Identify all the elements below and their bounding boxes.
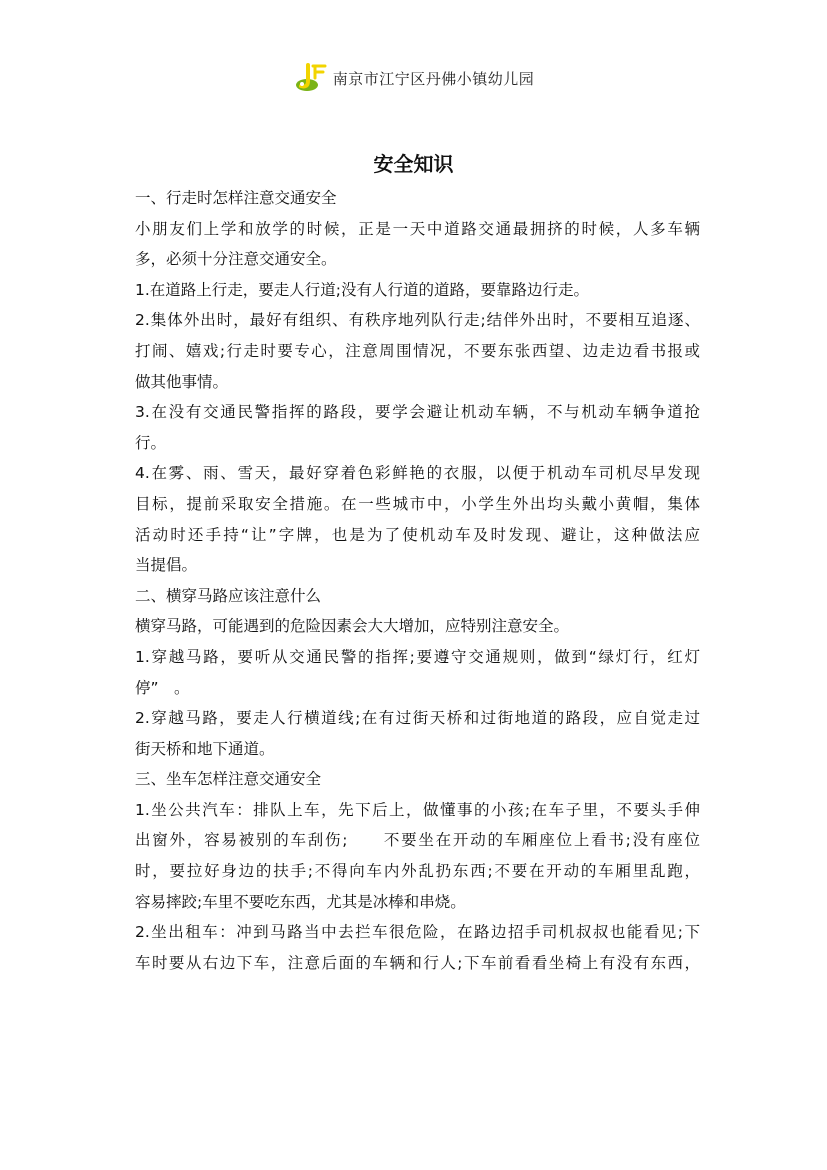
paragraph-line: 1.在道路上行走，要走人行道;没有人行道的道路，要靠路边行走。 bbox=[135, 280, 590, 299]
school-logo-icon bbox=[293, 62, 329, 94]
paragraph-line: 出窗外，容易被别的车刮伤; 不要坐在开动的车厢座位上看书;没有座位 bbox=[135, 831, 700, 850]
paragraph-line: 1.穿越马路，要听从交通民警的指挥;要遵守交通规则，做到“绿灯行，红灯 bbox=[135, 647, 700, 666]
section-heading: 一、行走时怎样注意交通安全 bbox=[135, 189, 337, 207]
paragraph-line: 行。 bbox=[135, 433, 167, 452]
paragraph-line: 做其他事情。 bbox=[135, 372, 229, 391]
paragraph-line: 打闹、嬉戏;行走时要专心，注意周围情况，不要东张西望、边走边看书报或 bbox=[135, 341, 700, 360]
paragraph-line: 小朋友们上学和放学的时候，正是一天中道路交通最拥挤的时候，人多车辆 bbox=[135, 219, 700, 238]
paragraph-line: 街天桥和地下通道。 bbox=[135, 739, 275, 758]
section-heading: 三、坐车怎样注意交通安全 bbox=[135, 770, 322, 789]
document-body bbox=[135, 183, 700, 978]
paragraph-line: 4.在雾、雨、雪天，最好穿着色彩鲜艳的衣服，以便于机动车司机尽早发现 bbox=[135, 464, 700, 483]
page-header bbox=[0, 62, 827, 94]
paragraph-line: 停” 。 bbox=[135, 678, 190, 697]
section-heading: 二、横穿马路应该注意什么 bbox=[135, 586, 322, 605]
school-name: 南京市江宁区丹佛小镇幼儿园 bbox=[332, 69, 535, 88]
paragraph-line: 多，必须十分注意交通安全。 bbox=[135, 250, 337, 269]
paragraph-line: 目标，提前采取安全措施。在一些城市中，小学生外出均头戴小黄帽，集体 bbox=[135, 494, 700, 513]
paragraph-line: 容易摔跤;车里不要吃东西，尤其是冰棒和串烧。 bbox=[135, 892, 466, 911]
paragraph-line: 3.在没有交通民警指挥的路段，要学会避让机动车辆，不与机动车辆争道抢 bbox=[135, 403, 700, 422]
paragraph-line: 横穿马路，可能遇到的危险因素会大大增加，应特别注意安全。 bbox=[135, 617, 570, 636]
paragraph-line: 车时要从右边下车，注意后面的车辆和行人;下车前看看坐椅上有没有东西， bbox=[135, 953, 700, 972]
paragraph-line: 时，要拉好身边的扶手;不得向车内外乱扔东西;不要在开动的车厢里乱跑， bbox=[135, 862, 700, 881]
paragraph-line: 活动时还手持“让”字牌，也是为了使机动车及时发现、避让，这种做法应 bbox=[135, 525, 700, 544]
paragraph-line: 2.穿越马路，要走人行横道线;在有过街天桥和过街地道的路段，应自觉走过 bbox=[135, 709, 700, 728]
paragraph-line: 1.坐公共汽车：排队上车，先下后上，做懂事的小孩;在车子里，不要头手伸 bbox=[135, 800, 700, 819]
paragraph-line: 当提倡。 bbox=[135, 556, 198, 575]
page-title: 安全知识 bbox=[373, 152, 454, 176]
paragraph-line: 2.集体外出时，最好有组织、有秩序地列队行走;结伴外出时，不要相互追逐、 bbox=[135, 311, 700, 330]
paragraph-line: 2.坐出租车：冲到马路当中去拦车很危险，在路边招手司机叔叔也能看见;下 bbox=[135, 923, 700, 942]
